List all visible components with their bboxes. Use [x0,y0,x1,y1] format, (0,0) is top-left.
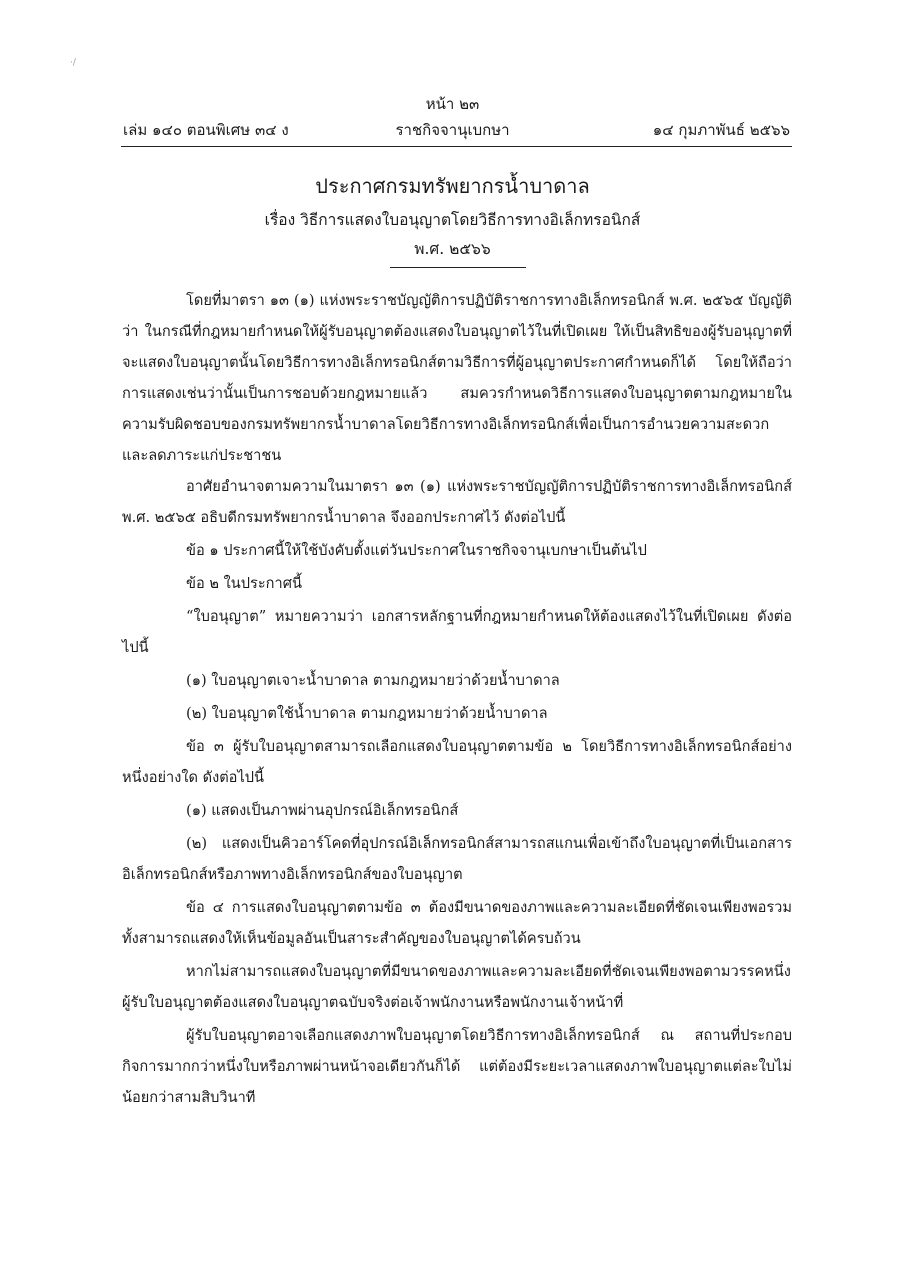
announcement-subject: เรื่อง วิธีการแสดงใบอนุญาตโดยวิธีการทางอิเล็กทรอนิกส์ [264,211,641,229]
license-definition: “ใบอนุญาต” หมายความว่า เอกสารหลักฐานที่กฎหมายกำหนดให้ต้องแสดงไว้ในที่เปิดเผย ดังต่อไปนี้ [122,608,792,656]
announcement-year: พ.ศ. ๒๕๖๖ [414,240,491,258]
clause-4-paragraph-2: หากไม่สามารถแสดงใบอนุญาตที่มีขนาดของภาพและความละเอียดที่ชัดเจนเพียงพอตามวรรคหนึ่งผู้รับใบอนุญาตต้องแสดงใบอนุญาตฉบับจริงต่อเจ้าพนักงานหรือพนักงานเจ้าหน้าที่ [122,963,791,1011]
volume-issue: เล่ม ๑๔๐ ตอนพิเศษ ๓๔ ง [123,121,289,139]
clause-4: ข้อ ๔ การแสดงใบอนุญาตตามข้อ ๓ ต้องมีขนาดของภาพและความละเอียดที่ชัดเจนเพียงพอรวมทั้งสามารถแสดงให้เห็นข้อมูลอันเป็นสาระสำคัญของใบอนุญาตได้ครบถ้วน [122,899,792,947]
page-number: หน้า ๒๓ [425,95,480,113]
clause-2: ข้อ ๒ ในประกาศนี้ [186,575,302,592]
announcement-body [122,285,792,1113]
clause-1: ข้อ ๑ ประกาศนี้ให้ใช้บังคับตั้งแต่วันประกาศในราชกิจจานุเบกษาเป็นต้นไป [186,542,647,559]
authority-paragraph: อาศัยอำนาจตามความในมาตรา ๑๓ (๑) แห่งพระราชบัญญัติการปฏิบัติราชการทางอิเล็กทรอนิกส์ พ.ศ. ๒๕๖๕ อธิบดีกรมทรัพยากรน้ำบาดาล จึงออกประกาศไว้ ดังต่อไปนี้ [122,478,792,526]
gazette-name: ราชกิจจานุเบกษา [395,121,510,139]
preamble-paragraph: โดยที่มาตรา ๑๓ (๑) แห่งพระราชบัญญัติการปฏิบัติราชการทางอิเล็กทรอนิกส์ พ.ศ. ๒๕๖๕ บัญญัติว่า ในกรณีที่กฎหมายกำหนดให้ผู้รับอนุญาตต้องแสดงใบอนุญาตไว้ในที่เปิดเผย ให้เป็นสิทธิของผู้รับอนุญาตที่จะแสดงใบอนุญาตนั้นโดยวิธีการทางอิเล็กทรอนิกส์ตามวิธีการที่ผู้อนุญาตประกาศกำหนดก็ได้ โดยให้ถือว่าการแสดงเช่นว่านั้นเป็นการชอบด้วยกฎหมายแล้ว สมควรกำหนดวิธีการแสดงใบอนุญาตตามกฎหมายในความรับผิดชอบของกรมทรัพยากรน้ำบาดาลโดยวิธีการทางอิเล็กทรอนิกส์เพื่อเป็นการอำนวยความสะดวกและลดภาระแก่ประชาชน [122,292,792,464]
clause-3: ข้อ ๓ ผู้รับใบอนุญาตสามารถเลือกแสดงใบอนุญาตตามข้อ ๒ โดยวิธีการทางอิเล็กทรอนิกส์อย่างหนึ่งอย่างใด ดังต่อไปนี้ [122,738,792,786]
clause-3-item-2: (๒) แสดงเป็นคิวอาร์โคดที่อุปกรณ์อิเล็กทรอนิกส์สามารถสแกนเพื่อเข้าถึงใบอนุญาตที่เป็นเอกสารอิเล็กทรอนิกส์หรือภาพทางอิเล็กทรอนิกส์ของใบอนุญาต [122,835,792,883]
definition-item-1: (๑) ใบอนุญาตเจาะน้ำบาดาล ตามกฎหมายว่าด้วยน้ำบาดาล [186,672,560,689]
definition-item-2: (๒) ใบอนุญาตใช้น้ำบาดาล ตามกฎหมายว่าด้วยน้ำบาดาล [186,705,548,722]
clause-4-paragraph-3: ผู้รับใบอนุญาตอาจเลือกแสดงภาพใบอนุญาตโดยวิธีการทางอิเล็กทรอนิกส์ ณ สถานที่ประกอบกิจการมากกว่าหนึ่งใบหรือภาพผ่านหน้าจอเดียวกันก็ได้ แต่ต้องมีระยะเวลาแสดงภาพใบอนุญาตแต่ละใบไม่น้อยกว่าสามสิบวินาที [122,1027,792,1106]
announcement-title: ประกาศกรมทรัพยากรน้ำบาดาล [315,174,590,198]
title-rule [390,267,526,268]
scan-mark: ·/ [70,58,76,68]
publication-date: ๑๔ กุมภาพันธ์ ๒๕๖๖ [652,121,790,139]
clause-3-item-1: (๑) แสดงเป็นภาพผ่านอุปกรณ์อิเล็กทรอนิกส์ [186,802,459,819]
header-rule [121,146,792,147]
